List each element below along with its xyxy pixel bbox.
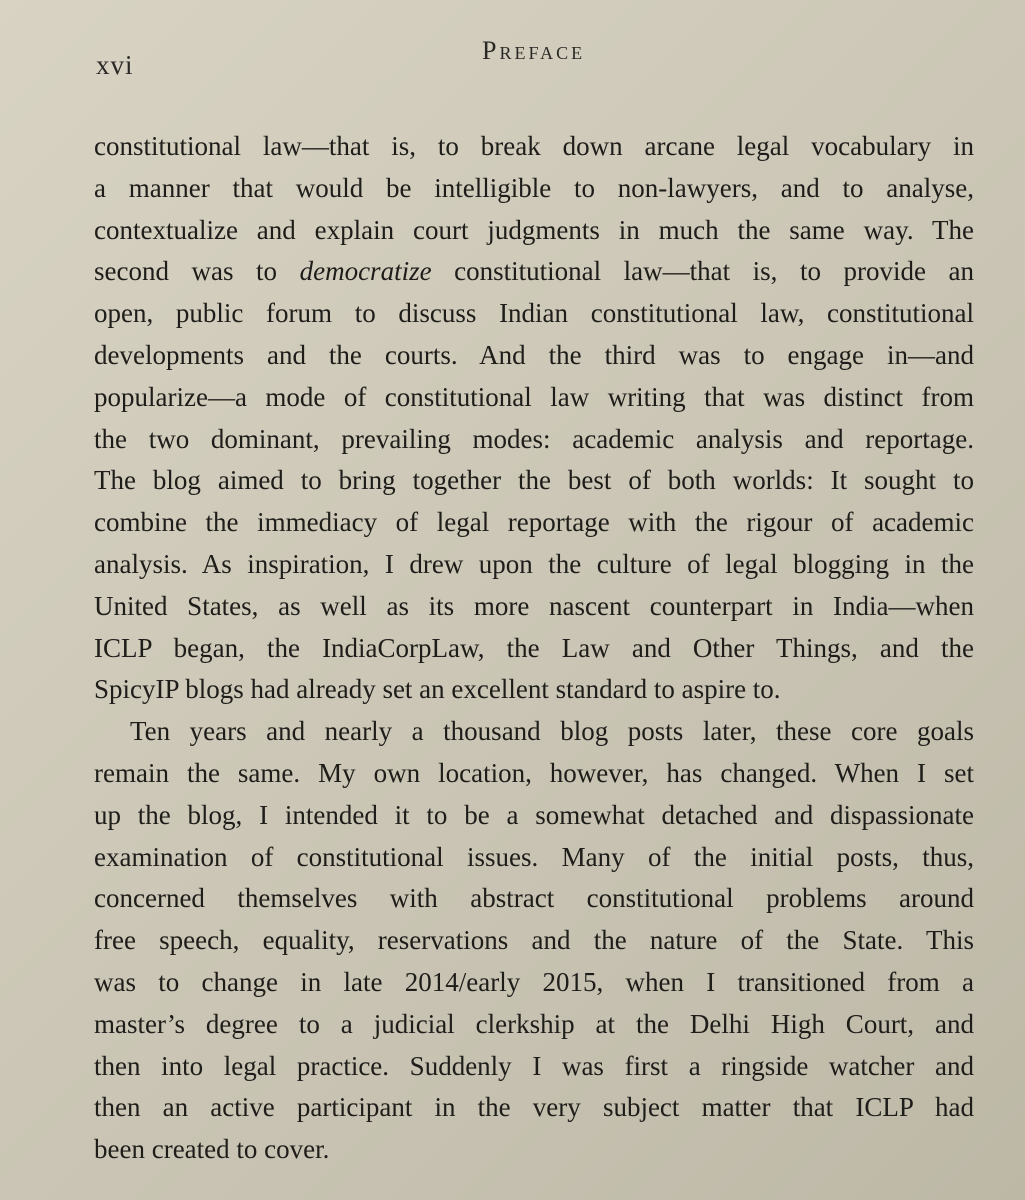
body-text	[94, 126, 974, 1171]
text-line: The blog aimed to bring together the best of both worlds: It sought to	[94, 465, 974, 496]
text-line: remain the same. My own location, however, has changed. When I set	[94, 757, 974, 788]
text-line: examination of constitutional issues. Many of the initial posts, thus,	[94, 841, 974, 872]
emphasis-democratize: democratize	[299, 256, 432, 287]
text-line: popularize—a mode of constitutional law writing that was distinct from	[94, 381, 974, 412]
text-line: analysis. As inspiration, I drew upon the culture of legal blogging in the	[94, 548, 974, 579]
text-line: was to change in late 2014/early 2015, when I transitioned from a	[94, 966, 974, 997]
text-line: then into legal practice. Suddenly I was first a ringside watcher and	[94, 1050, 974, 1081]
text-line: free speech, equality, reservations and the nature of the State. This	[94, 925, 974, 956]
text-line: ICLP began, the IndiaCorpLaw, the Law and Other Things, and the	[94, 632, 974, 663]
text-line: concerned themselves with abstract constitutional problems around	[94, 883, 974, 914]
text-run: second was to	[94, 256, 300, 287]
text-line: up the blog, I intended it to be a somewhat detached and dispassionate	[94, 799, 974, 830]
text-line: master’s degree to a judicial clerkship at the Delhi High Court, and	[94, 1008, 974, 1039]
paragraph-2	[94, 711, 974, 1171]
text-line: SpicyIP blogs had already set an excellent standard to aspire to.	[94, 674, 781, 705]
text-line: Ten years and nearly a thousand blog posts later, these core goals	[130, 716, 974, 747]
text-line: constitutional law—that is, to break down arcane legal vocabulary in	[94, 131, 974, 161]
paragraph-1	[94, 126, 974, 711]
page-number: xvi	[96, 50, 134, 80]
text-line: a manner that would be intelligible to non-lawyers, and to analyse,	[94, 172, 974, 203]
text-line: developments and the courts. And the third was to engage in—and	[94, 339, 974, 370]
text-line: the two dominant, prevailing modes: academic analysis and reportage.	[94, 423, 974, 454]
text-line: then an active participant in the very subject matter that ICLP had	[94, 1092, 974, 1123]
text-line	[94, 251, 974, 293]
text-line: United States, as well as its more nascent counterpart in India—when	[94, 590, 974, 621]
text-line: contextualize and explain court judgments in much the same way. The	[94, 214, 974, 245]
text-line: open, public forum to discuss Indian constitutional law, constitutional	[94, 298, 974, 329]
text-line: been created to cover.	[94, 1134, 330, 1165]
text-run: constitutional law—that is, to provide an	[431, 256, 974, 287]
running-head: Preface	[482, 36, 586, 65]
text-line: combine the immediacy of legal reportage with the rigour of academic	[94, 507, 974, 538]
